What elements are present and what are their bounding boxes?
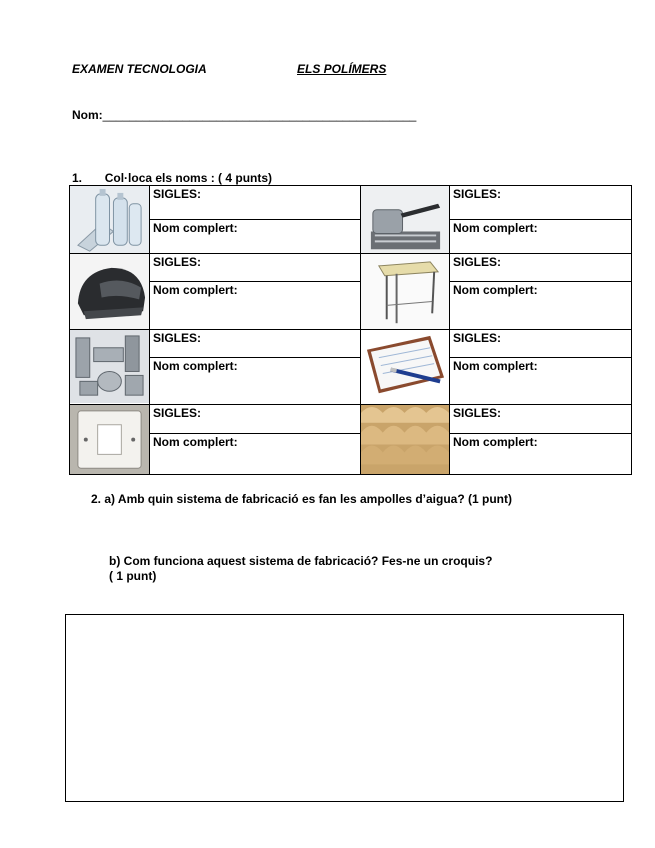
image-cell-desk <box>361 254 450 330</box>
image-cell-notebook <box>361 330 450 404</box>
question-1-text: Col·loca els noms : ( 4 punts) <box>104 171 273 185</box>
cooking-pot-icon <box>361 186 449 253</box>
polymers-table <box>69 185 632 475</box>
question-2b: b) Com funciona aquest sistema de fabricació? Fes-ne un croquis? <box>109 554 493 568</box>
question-1-number: 1. <box>72 171 83 185</box>
motorcycle-helmet-icon <box>70 254 149 329</box>
school-desk-icon <box>361 254 449 329</box>
water-bottles-icon <box>70 186 149 253</box>
image-cell-pipes <box>70 330 150 404</box>
image-cell-water-bottles <box>70 186 150 254</box>
image-cell-switch <box>70 404 150 474</box>
pvc-pipes-icon <box>70 330 149 403</box>
name-field[interactable] <box>72 108 416 122</box>
name-label: Nom: <box>72 108 103 122</box>
exam-title: EXAMEN TECNOLOGIA <box>72 62 207 76</box>
nom-complert-field[interactable]: Nom complert: <box>450 357 632 404</box>
notebook-pen-icon <box>361 330 449 403</box>
sigles-field[interactable]: SIGLES: <box>450 330 632 357</box>
image-cell-egg-carton <box>361 404 450 474</box>
sigles-field[interactable]: SIGLES: <box>150 186 361 220</box>
nom-complert-field[interactable]: Nom complert: <box>150 219 361 254</box>
question-2b-points: ( 1 punt) <box>109 569 157 583</box>
egg-carton-icon <box>361 405 449 474</box>
sigles-field[interactable]: SIGLES: <box>150 330 361 357</box>
nom-complert-field[interactable]: Nom complert: <box>450 434 632 475</box>
sigles-field[interactable]: SIGLES: <box>450 404 632 434</box>
nom-complert-field[interactable]: Nom complert: <box>150 357 361 404</box>
question-1-heading <box>72 171 272 185</box>
nom-complert-field[interactable]: Nom complert: <box>150 434 361 475</box>
topic-title: ELS POLÍMERS <box>297 62 387 76</box>
sigles-field[interactable]: SIGLES: <box>150 254 361 282</box>
nom-complert-field[interactable]: Nom complert: <box>150 282 361 330</box>
image-cell-cooking-pot <box>361 186 450 254</box>
sketch-answer-box[interactable] <box>65 614 624 802</box>
sigles-field[interactable]: SIGLES: <box>450 254 632 282</box>
sigles-field[interactable]: SIGLES: <box>150 404 361 434</box>
nom-complert-field[interactable]: Nom complert: <box>450 219 632 254</box>
sigles-field[interactable]: SIGLES: <box>450 186 632 220</box>
name-blank-line: _______________________________________________ <box>102 108 417 122</box>
question-2a: 2. a) Amb quin sistema de fabricació es fan les ampolles d’aigua? (1 punt) <box>91 492 512 506</box>
light-switch-icon <box>70 405 149 474</box>
image-cell-helmet <box>70 254 150 330</box>
nom-complert-field[interactable]: Nom complert: <box>450 282 632 330</box>
